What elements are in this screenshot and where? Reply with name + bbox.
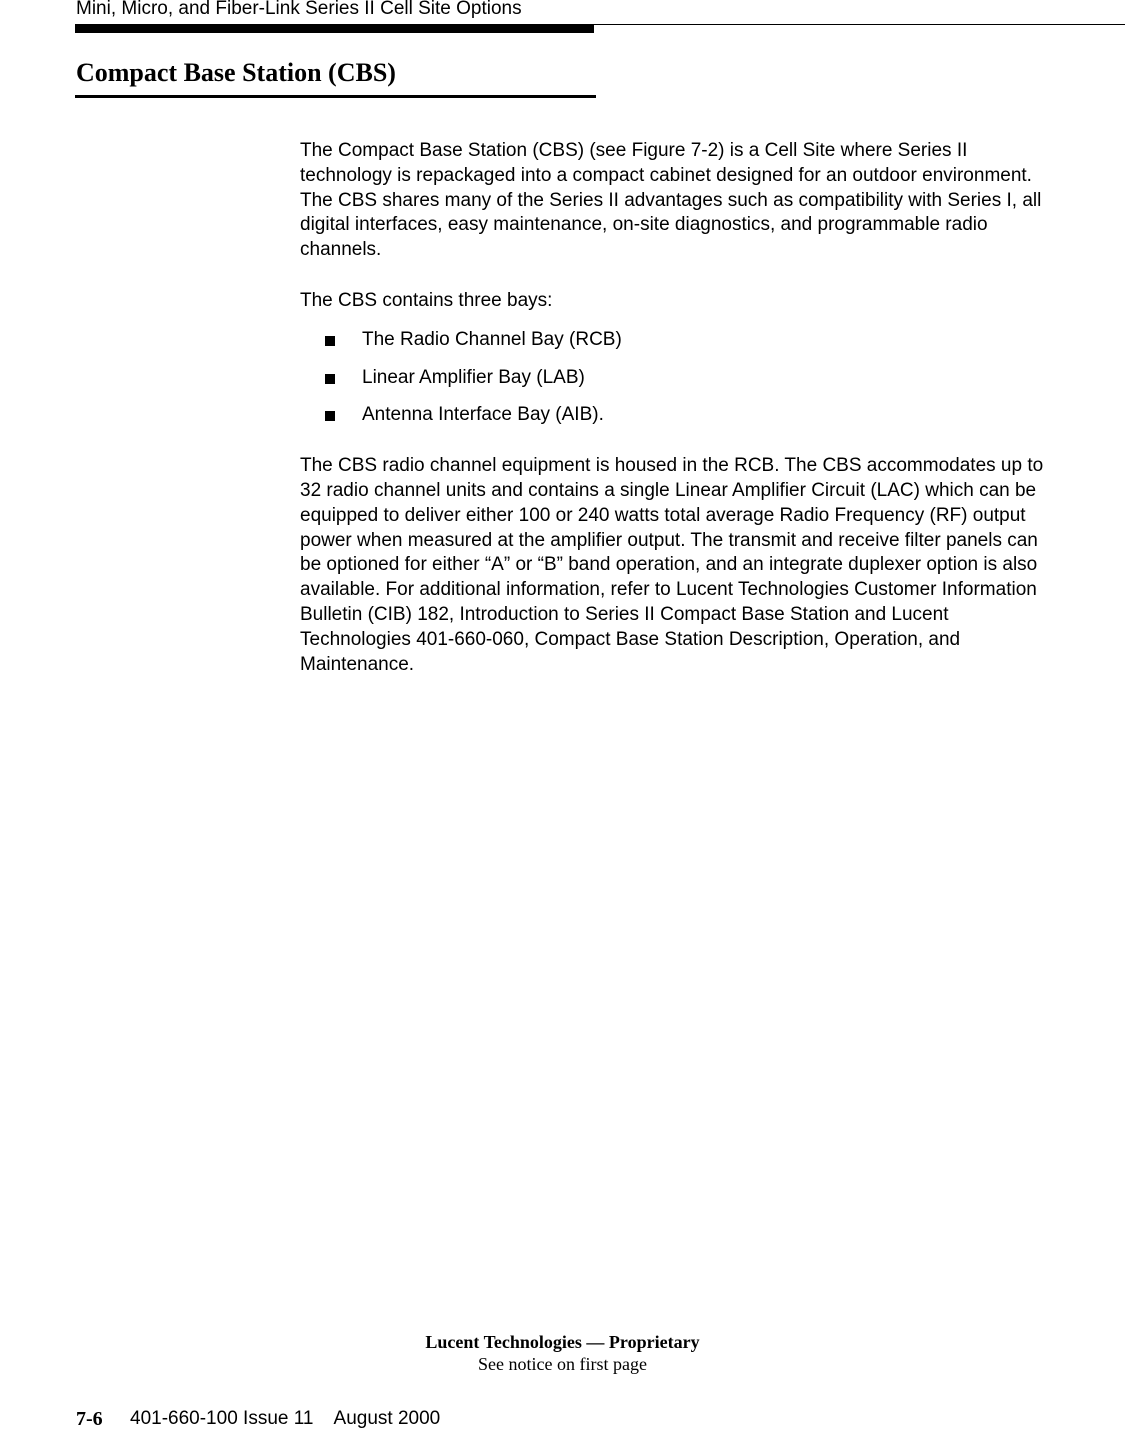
footer-notice: See notice on first page [478, 1354, 647, 1374]
list-item-text: Linear Amplifier Bay (LAB) [362, 366, 585, 388]
bays-lead-paragraph: The CBS contains three bays: [300, 289, 553, 311]
section-title-rule [75, 95, 596, 98]
footer-company: Lucent Technologies — Proprietary [425, 1332, 700, 1352]
page-number: 7-6 [76, 1408, 103, 1430]
list-item [300, 403, 1060, 428]
list-item [300, 328, 1060, 353]
square-bullet-icon [325, 411, 335, 421]
list-item-text: Antenna Interface Bay (AIB). [362, 404, 604, 426]
list-item [300, 366, 1060, 391]
square-bullet-icon [325, 336, 335, 346]
square-bullet-icon [325, 374, 335, 384]
details-paragraph: The CBS radio channel equipment is housed in the RCB. The CBS accommodates up to 32 radio channel units and contains a single Linear Amplifier Circuit (LAC) which can be equipped to deliver either 100 or 240 watts total average Radio Frequency (RF) output power when measured at the amplifier output. The transmit and receive filter panels can be optioned for either “A” or “B” band operation, and an integrate duplexer option is also available. For additional information, refer to Lucent Technologies Customer Information Bulletin (CIB) 182, Introduction to Series II Compact Base Station and Lucent Technologies 401-660-060, Compact Base Station Description, Operation, and Maintenance. [300, 455, 1044, 675]
list-item-text: The Radio Channel Bay (RCB) [362, 328, 622, 350]
body-content [300, 139, 1060, 677]
bay-list [300, 328, 1060, 428]
header-bar [75, 25, 594, 33]
running-header-title: Mini, Micro, and Fiber-Link Series II Cell Site Options [76, 0, 522, 19]
section-title: Compact Base Station (CBS) [76, 58, 396, 87]
intro-paragraph: The Compact Base Station (CBS) (see Figure 7-2) is a Cell Site where Series II technology is repackaged into a compact cabinet designed for an outdoor environment. The CBS shares many of the Series II advantages such as compatibility with Series I, all digital interfaces, easy maintenance, on-site diagnostics, and programmable radio channels. [300, 140, 1042, 261]
document-reference: 401-660-100 Issue 11 August 2000 [130, 1408, 441, 1429]
